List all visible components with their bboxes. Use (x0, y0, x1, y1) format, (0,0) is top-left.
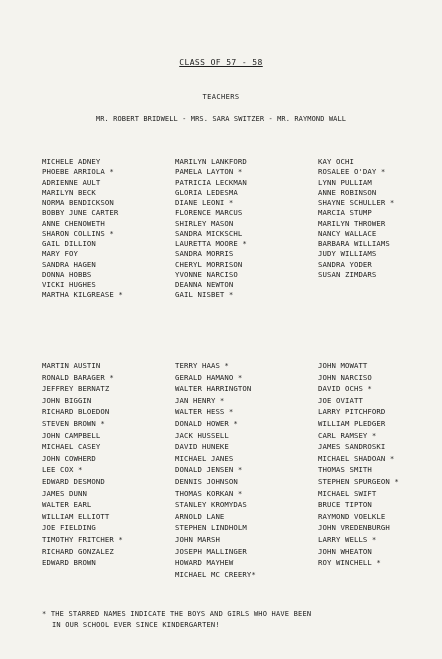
student-name: DENNIS JOHNSON (175, 476, 238, 486)
student-name: MICHAEL SHADOAN * (318, 453, 395, 463)
student-name: SANDRA YODER (318, 259, 372, 269)
student-name: ROY WINCHELL * (318, 558, 381, 568)
girls-column-1 (42, 157, 123, 301)
student-name: MICHAEL SWIFT (318, 488, 377, 498)
student-name: JOHN MARSH (175, 534, 220, 544)
student-name: YVONNE NARCISO (175, 269, 238, 279)
student-name: JOHN CAMPBELL (42, 430, 101, 440)
student-name: THOMAS KORKAN * (175, 488, 243, 498)
student-name: EDWARD DESMOND (42, 476, 105, 486)
student-name: TIMOTHY FRITCHER * (42, 534, 123, 544)
student-name: PATRICIA LECKMAN (175, 177, 247, 187)
teachers-heading: TEACHERS (202, 93, 240, 101)
student-name: STEPHEN SPURGEON * (318, 476, 399, 486)
student-name: BARBARA WILLIAMS (318, 239, 390, 248)
student-name: STANLEY KROMYDAS (175, 500, 247, 510)
student-name: BOBBY JUNE CARTER (42, 208, 119, 218)
student-name: MICHELE ADNEY (42, 157, 101, 166)
student-name: CARL RAMSEY * (318, 430, 377, 440)
student-name: FLORENCE MARCUS (175, 208, 243, 218)
student-name: EDWARD BROWN (42, 558, 96, 568)
student-name: JAMES SANDROSKI (318, 442, 386, 452)
student-name: SUSAN ZIMDARS (318, 269, 377, 279)
student-name: RONALD BARAGER * (42, 372, 114, 382)
student-name: ROSALEE O'DAY * (318, 167, 386, 177)
student-name: ANNE CHENOWETH (42, 218, 105, 228)
boys-column-3 (318, 360, 399, 569)
student-name: JOHN MOWATT (318, 361, 368, 370)
student-name: JAMES DUNN (42, 488, 87, 498)
student-name: MICHAEL MC CREERY* (175, 569, 256, 579)
student-name: MARILYN BECK (42, 187, 96, 197)
student-name: MARTIN AUSTIN (42, 361, 101, 370)
student-name: MICHAEL JANES (175, 453, 234, 463)
student-name: SANDRA HAGEN (42, 259, 96, 269)
student-name: RICHARD GONZALEZ (42, 546, 114, 556)
student-name: JOHN BIGGIN (42, 395, 92, 405)
student-name: WALTER HESS * (175, 407, 234, 417)
girls-column-3 (318, 157, 394, 280)
student-name: LARRY PITCHFORD (318, 407, 386, 417)
student-name: NANCY WALLACE (318, 228, 377, 238)
boys-column-1 (42, 360, 123, 569)
footnote-line-1: * THE STARRED NAMES INDICATE THE BOYS AND GIRLS WHO HAVE BEEN (42, 610, 312, 618)
student-name: ADRIENNE AULT (42, 177, 101, 187)
student-name: JOHN COWHERD (42, 453, 96, 463)
student-name: MARTHA KILGREASE * (42, 290, 123, 300)
boys-column-2 (175, 360, 256, 580)
student-name: LARRY WELLS * (318, 534, 377, 544)
student-name: WALTER HARRINGTON (175, 384, 252, 394)
student-name: JOSEPH MALLINGER (175, 546, 247, 556)
student-name: JAN HENRY * (175, 395, 225, 405)
student-name: VICKI HUGHES (42, 280, 96, 289)
student-name: KAY OCHI (318, 157, 354, 166)
student-name: HOWARD MAYHEW (175, 558, 234, 568)
student-name: ANNE ROBINSON (318, 187, 377, 197)
student-name: JOE FIELDING (42, 523, 96, 533)
student-name: LEE COX * (42, 465, 83, 475)
student-name: MARY FOY (42, 249, 78, 259)
student-name: STEPHEN LINDHOLM (175, 523, 247, 533)
student-name: DAVID OCHS * (318, 384, 372, 394)
student-name: MARILYN THROWER (318, 218, 386, 228)
student-name: JOHN NARCISO (318, 372, 372, 382)
student-name: GLORIA LEDESMA (175, 187, 238, 197)
student-name: JUDY WILLIAMS (318, 249, 377, 259)
student-name: WILLIAM PLEDGER (318, 418, 386, 428)
student-name: WALTER EARL (42, 500, 92, 510)
student-name: BRUCE TIPTON (318, 500, 372, 510)
student-name: DEANNA NEWTON (175, 280, 234, 289)
student-name: RICHARD BLOEDON (42, 407, 110, 417)
student-name: SANDRA MORRIS (175, 249, 234, 259)
student-name: WILLIAM ELLIOTT (42, 511, 110, 521)
student-name: JEFFREY BERNATZ (42, 384, 110, 394)
student-name: THOMAS SMITH (318, 465, 372, 475)
student-name: JOHN WHEATON (318, 546, 372, 556)
girls-column-2 (175, 157, 247, 301)
student-name: PHOEBE ARRIOLA * (42, 167, 114, 177)
student-name: JOE OVIATT (318, 395, 363, 405)
student-name: GAIL NISBET * (175, 290, 234, 300)
student-name: TERRY HAAS * (175, 361, 229, 370)
student-name: DONNA HOBBS (42, 269, 92, 279)
student-name: NORMA BENDICKSON (42, 198, 114, 207)
student-name: LYNN PULLIAM (318, 177, 372, 187)
student-name: DONALD HOWER * (175, 418, 238, 428)
student-name: RAYMOND VOELKLE (318, 511, 386, 521)
student-name: SHAYNE SCHULLER * (318, 198, 395, 207)
student-name: MARCIA STUMP (318, 208, 372, 218)
student-name: MICHAEL CASEY (42, 442, 101, 452)
student-name: GERALD HAMANO * (175, 372, 243, 382)
student-name: SANDRA MICKSCHL (175, 228, 243, 238)
student-name: CHERYL MORRISON (175, 259, 243, 269)
student-name: SHIRLEY MASON (175, 218, 234, 228)
footnote (42, 609, 422, 631)
student-name: DAVID HUNEKE (175, 442, 229, 452)
teachers-list: MR. ROBERT BRIDWELL - MRS. SARA SWITZER - MR. RAYMOND WALL (95, 115, 347, 123)
student-name: JOHN VREDENBURGH (318, 523, 390, 533)
student-name: SHARON COLLINS * (42, 228, 114, 238)
student-name: DONALD JENSEN * (175, 465, 243, 475)
student-name: MARILYN LANKFORD (175, 157, 247, 166)
page-title: CLASS OF 57 - 58 (179, 58, 263, 67)
footnote-line-2: IN OUR SCHOOL EVER SINCE KINDERGARTEN! (52, 621, 220, 629)
student-name: GAIL DILLION (42, 239, 96, 248)
student-name: ARNOLD LANE (175, 511, 225, 521)
student-name: DIANE LEONI * (175, 198, 234, 207)
student-name: STEVEN BROWN * (42, 418, 105, 428)
student-name: LAURETTA MOORE * (175, 239, 247, 248)
student-name: PAMELA LAYTON * (175, 167, 243, 177)
student-name: JACK HUSSELL (175, 430, 229, 440)
